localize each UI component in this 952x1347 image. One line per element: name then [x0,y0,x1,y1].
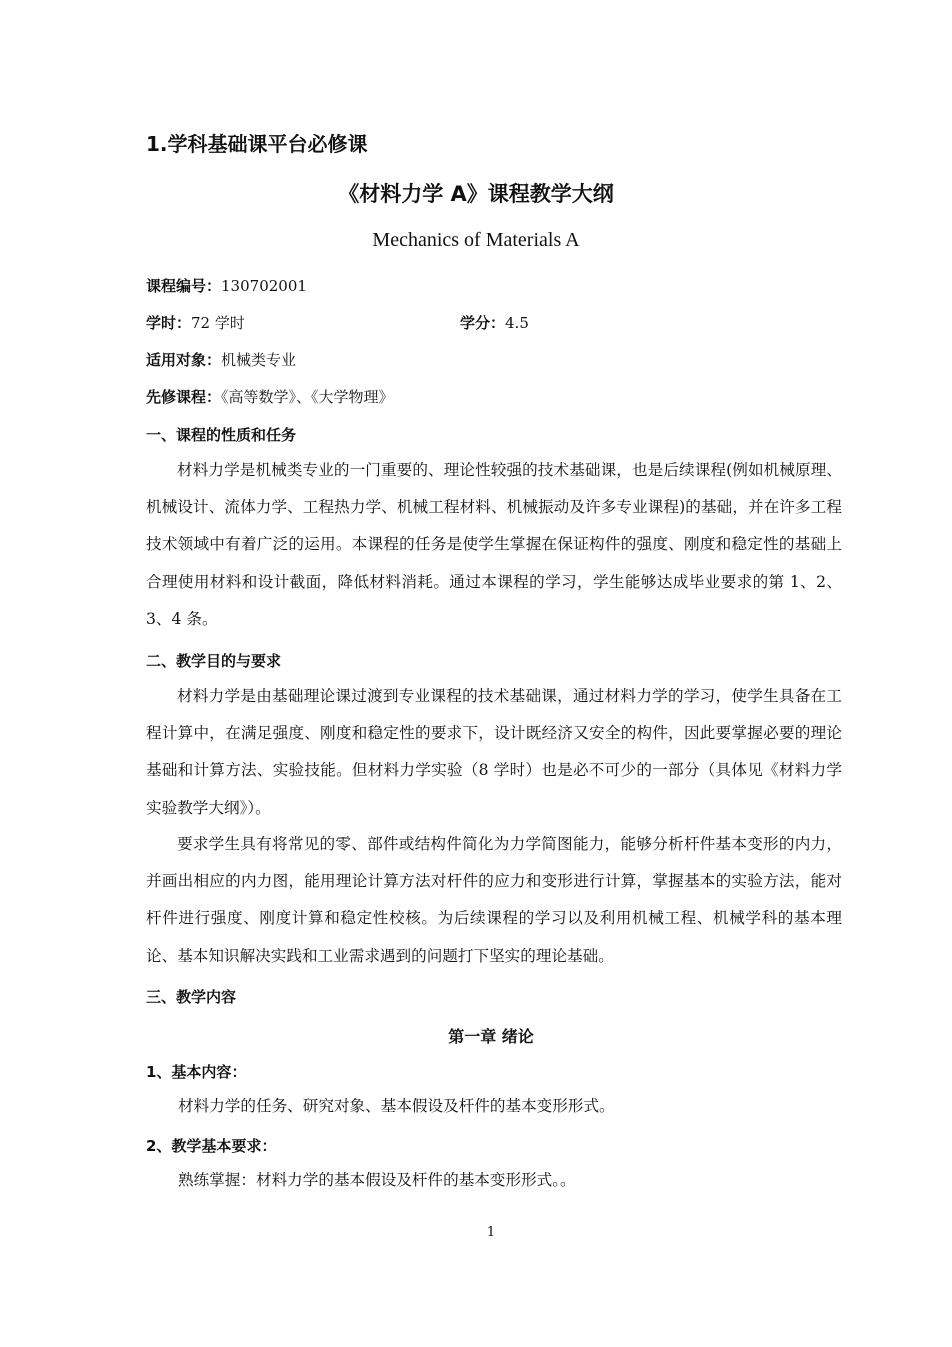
page-number: 1 [486,1225,496,1240]
credits-row [460,312,529,333]
section-1-heading: 一、课程的性质和任务 [146,426,297,444]
credits-value: 4.5 [505,314,529,332]
chapter-1-basic-text: 材料力学的任务、研究对象、基本假设及杆件的基本变形形式。 [178,1097,615,1115]
section-2-paragraph-1: 材料力学是由基础理论课过渡到专业课程的技术基础课，通过材料力学的学习，使学生具备在工程计算中，在满足强度、刚度和稳定性的要求下，设计既经济又安全的构件，因此要掌握必要的理论基础和计算方法、实验技能。但材料力学实验（8 学时）也是必不可少的一部分（具体见《材料力学实验教学大纲》）。 [146,687,842,817]
audience-row [146,349,296,370]
section-1-paragraph: 材料力学是机械类专业的一门重要的、理论性较强的技术基础课，也是后续课程(例如机械原理、机械设计、流体力学、工程热力学、机械工程材料、机械振动及许多专业课程)的基础，并在许多工程技术领域中有着广泛的运用。本课程的任务是使学生掌握在保证构件的强度、刚度和稳定性的基础上合理使用材料和设计截面，降低材料消耗。通过本课程的学习，学生能够达成毕业要求的第 1、2、3、4 条。 [146,461,842,628]
course-code-label: 课程编号： [146,277,222,295]
course-code-value: 130702001 [221,277,307,295]
chapter-1-requirements-heading: 2、教学基本要求： [146,1137,277,1155]
hours-value: 72 学时 [191,314,245,332]
prereq-value: 《高等数学》、《大学物理》 [221,388,394,406]
course-code-row [146,275,307,296]
prereq-row [146,386,394,407]
chapter-1-basic-heading: 1、基本内容： [146,1063,247,1081]
section-2-paragraph-2: 要求学生具有将常见的零、部件或结构件简化为力学简图能力，能够分析杆件基本变形的内力，并画出相应的内力图，能用理论计算方法对杆件的应力和变形进行计算，掌握基本的实验方法，能对杆件进行强度、刚度计算和稳定性校核。为后续课程的学习以及利用机械工程、机械学科的基本理论、基本知识解决实践和工业需求遇到的问题打下坚实的理论基础。 [146,835,842,965]
document-subtitle: Mechanics of Materials A [372,229,580,251]
chapter-1-requirements-text: 熟练掌握：材料力学的基本假设及杆件的基本变形形式。。 [178,1171,576,1189]
prereq-label: 先修课程： [146,388,222,406]
section-3-heading: 三、教学内容 [146,988,237,1006]
section-title: 1.学科基础课平台必修课 [146,132,368,156]
credits-label: 学分： [460,314,506,332]
hours-label: 学时： [146,314,192,332]
audience-label: 适用对象： [146,351,222,369]
audience-value: 机械类专业 [221,351,297,369]
chapter-1-title: 第一章 绪论 [448,1027,534,1046]
section-2-heading: 二、教学目的与要求 [146,652,282,670]
document-title: 《材料力学 A》课程教学大纲 [338,182,614,206]
hours-row [146,312,245,333]
